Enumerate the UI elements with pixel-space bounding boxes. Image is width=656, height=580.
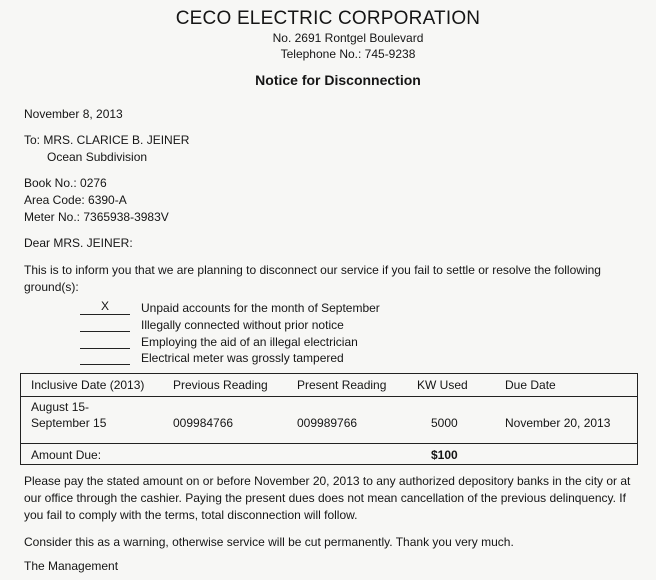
- area-code: Area Code: 6390-A: [24, 193, 127, 207]
- amount-due-label: Amount Due:: [31, 448, 102, 462]
- checkmark-x: X: [100, 299, 109, 313]
- warning-paragraph: Consider this as a warning, otherwise service will be cut permanently. Thank you very much.: [24, 535, 514, 549]
- header-due-date: Due Date: [505, 378, 556, 392]
- row-due-date: November 20, 2013: [505, 416, 611, 430]
- header-present-reading: Present Reading: [297, 378, 387, 392]
- billing-table: [20, 373, 638, 465]
- salutation: Dear MRS. JEINER:: [24, 236, 133, 250]
- meter-number: Meter No.: 7365938-3983V: [24, 210, 169, 224]
- amount-due-value: $100: [431, 448, 458, 462]
- ground-label: Electrical meter was grossly tampered: [141, 351, 344, 365]
- ground-label: Unpaid accounts for the month of September: [141, 301, 380, 315]
- company-name: CECO ELECTRIC CORPORATION: [175, 8, 481, 29]
- book-number: Book No.: 0276: [24, 176, 107, 190]
- recipient-name: To: MRS. CLARICE B. JEINER: [24, 133, 190, 147]
- notice-title: Notice for Disconnection: [255, 72, 421, 88]
- ground-checkbox-line: [80, 317, 130, 332]
- ground-checkbox-line: [80, 334, 130, 349]
- row-present-reading: 009989766: [297, 416, 358, 430]
- header-divider: [21, 396, 637, 397]
- amount-divider: [21, 443, 637, 444]
- payment-paragraph: Please pay the stated amount on or before November 20, 2013 to any authorized depository banks in the city or at our office through the cashier. Paying the present dues does not mean cancellation of the previous delinquency. If you fail to comply with the terms, total disconnection will follow.: [24, 474, 631, 522]
- ground-checkbox-line: [80, 350, 130, 365]
- ground-label: Employing the aid of an illegal electrician: [141, 335, 358, 349]
- intro-paragraph: This is to inform you that we are planning to disconnect our service if you fail to settle or resolve the following ground(s):: [24, 263, 601, 294]
- notice-date: November 8, 2013: [24, 107, 123, 121]
- company-telephone: Telephone No.: 745-9238: [280, 47, 416, 61]
- company-address: No. 2691 Rontgel Boulevard: [272, 31, 424, 45]
- row-kw-used: 5000: [431, 416, 458, 430]
- header-kw-used: KW Used: [417, 378, 468, 392]
- signoff: The Management: [24, 559, 119, 573]
- recipient-location: Ocean Subdivision: [47, 150, 148, 164]
- header-inclusive-date: Inclusive Date (2013): [31, 378, 145, 392]
- ground-label: Illegally connected without prior notice: [141, 318, 344, 332]
- row-date-line1: August 15-: [31, 400, 90, 414]
- row-date-line2: September 15: [31, 416, 107, 430]
- row-previous-reading: 009984766: [173, 416, 234, 430]
- header-previous-reading: Previous Reading: [173, 378, 268, 392]
- ground-checkbox-line: [80, 300, 130, 315]
